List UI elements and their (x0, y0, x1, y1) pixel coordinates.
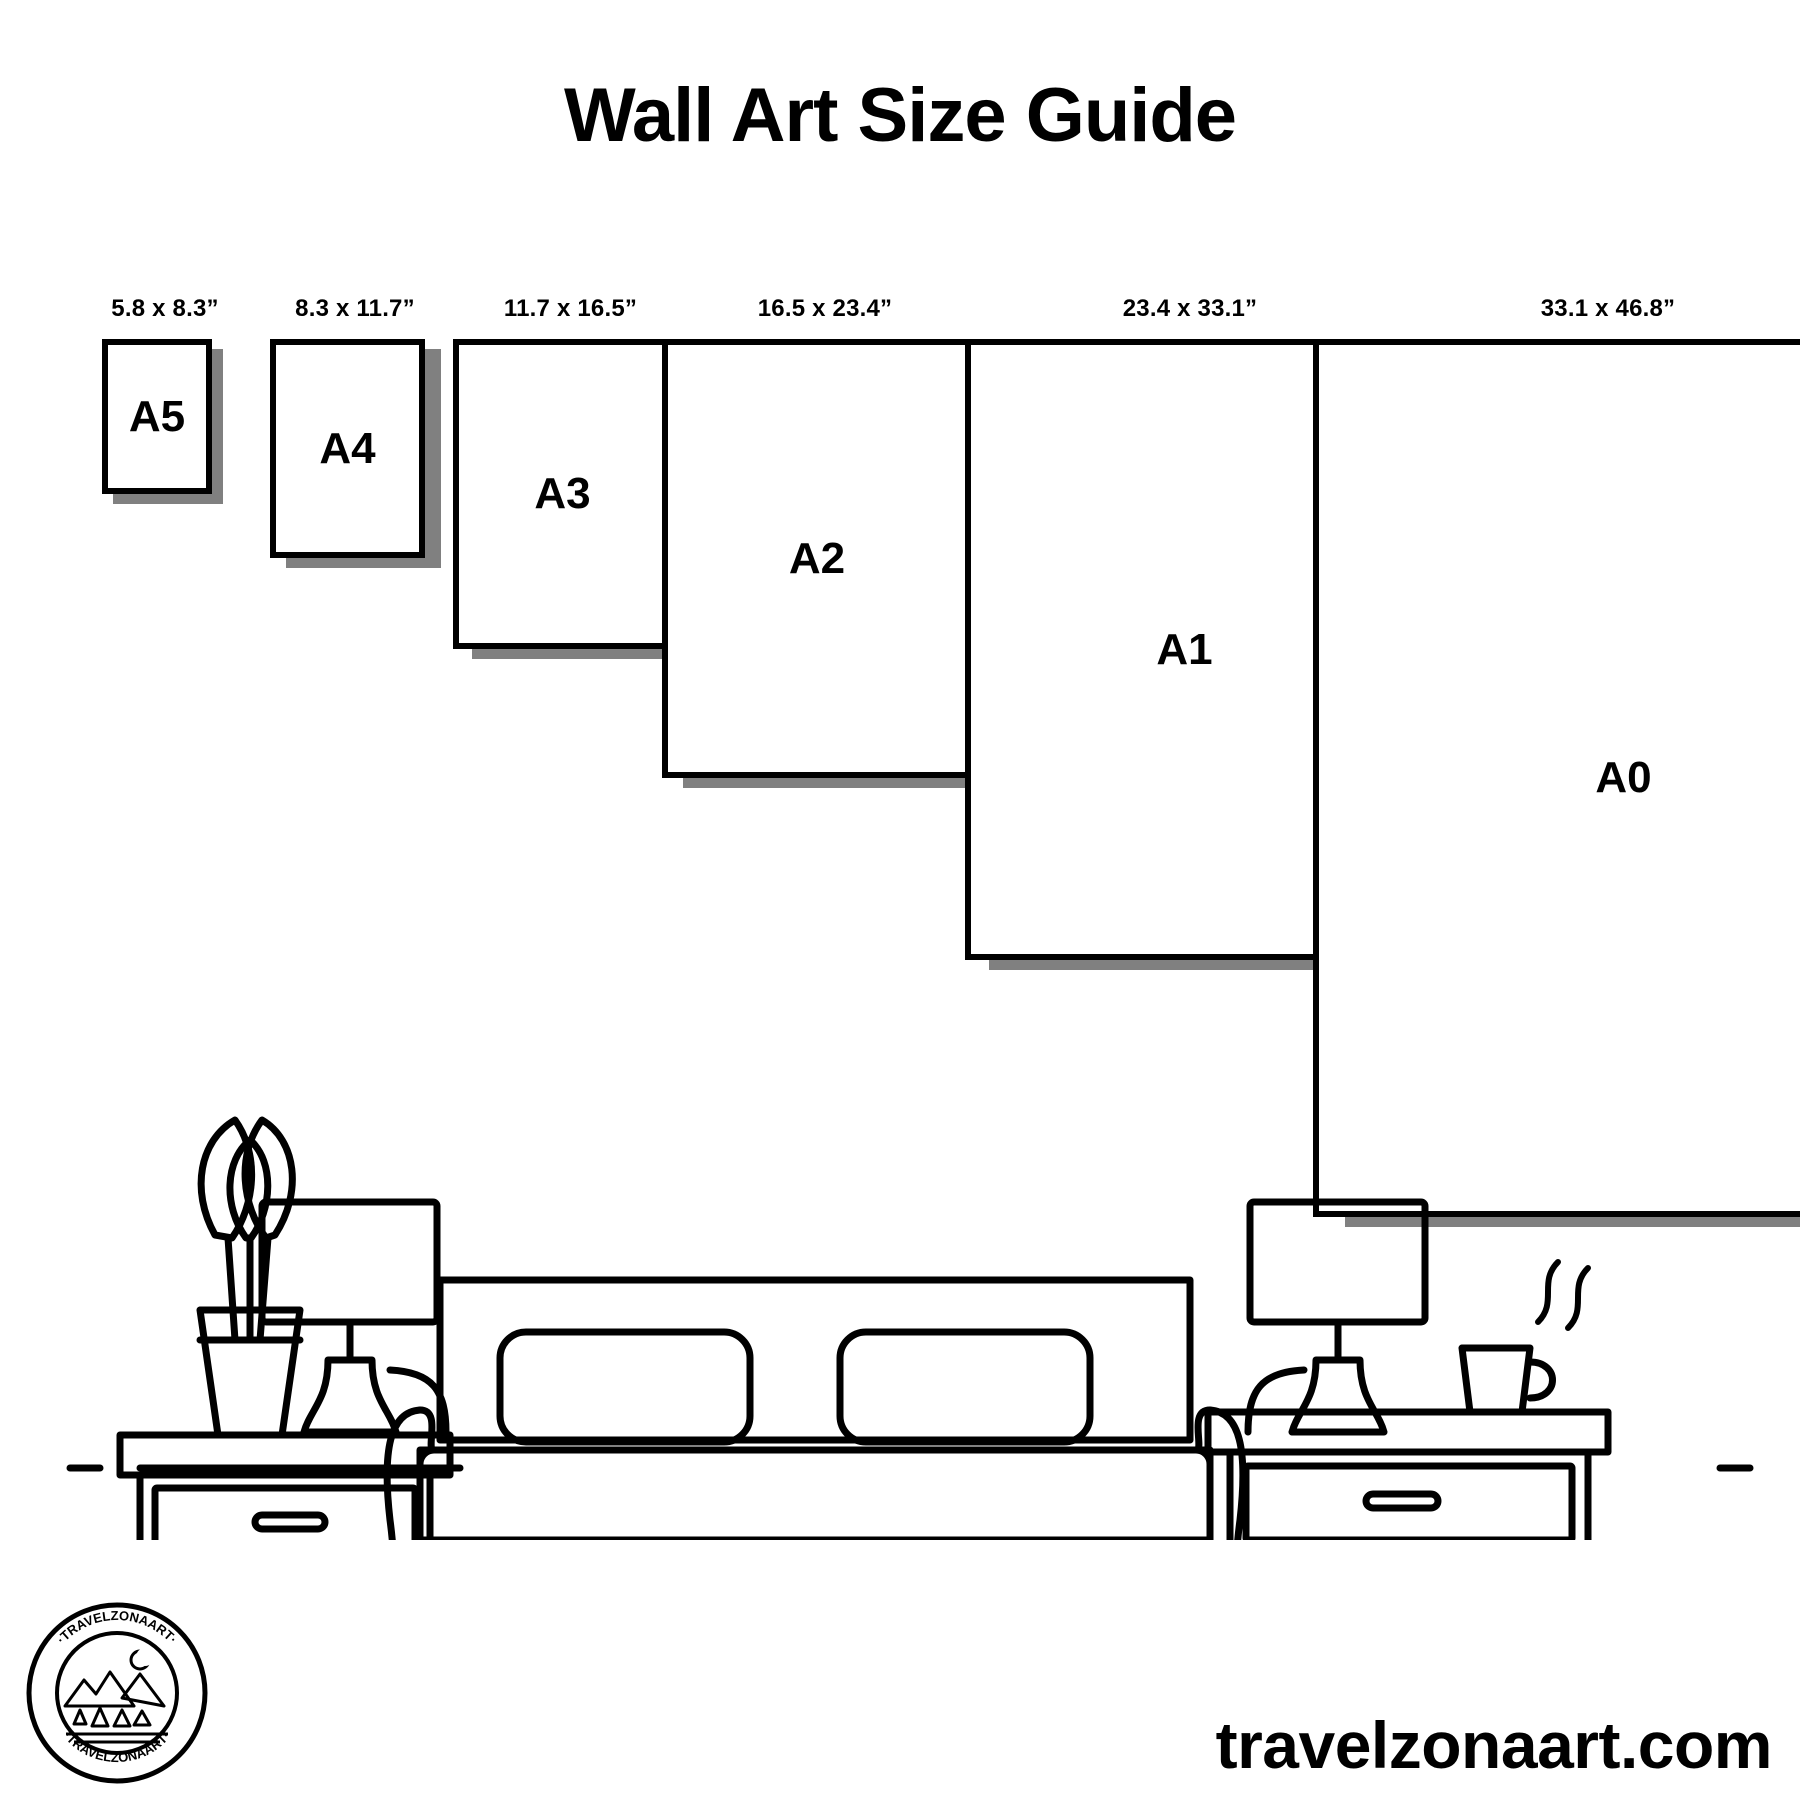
nightstand-right (1208, 1412, 1608, 1540)
website-url[interactable]: travelzonaart.com (1215, 1708, 1772, 1782)
drawer-handle-upper-right (1366, 1494, 1438, 1508)
bedroom-illustration (60, 980, 1760, 1540)
bed (380, 1280, 1250, 1540)
pillow-right (840, 1332, 1090, 1442)
nightstand-left (120, 1435, 450, 1540)
frame-label-a1: A1 (1156, 624, 1213, 674)
coffee-cup-icon (1462, 1262, 1588, 1412)
frame-caption-a1: 23.4 x 33.1” (1122, 295, 1258, 322)
frame-label-a0: A0 (1595, 753, 1652, 802)
frame-box-a3[interactable] (453, 339, 672, 649)
frame-box-a2[interactable] (662, 339, 972, 778)
pillow-left (500, 1332, 750, 1442)
drawer-handle-upper-left (255, 1515, 325, 1529)
svg-text:·TRAVELZONAART·: ·TRAVELZONAART· (60, 1728, 174, 1766)
frame-group-a5 (95, 295, 235, 505)
page-title: Wall Art Size Guide (563, 73, 1237, 158)
frame-box-a4[interactable] (270, 339, 425, 558)
frame-label-a4: A4 (319, 423, 376, 473)
frame-label-a5: A5 (128, 391, 186, 441)
plant-vase-icon (200, 1120, 300, 1435)
frame-label-a3: A3 (534, 469, 591, 518)
svg-text:·TRAVELZONAART·: ·TRAVELZONAART· (53, 1607, 181, 1647)
table-lamp-right (1248, 1202, 1425, 1432)
frame-caption-a2: 16.5 x 23.4” (757, 295, 893, 322)
frame-caption-a0: 33.1 x 46.8” (1540, 295, 1676, 322)
frame-group-a4 (255, 295, 455, 570)
frame-caption-a3: 11.7 x 16.5” (503, 295, 638, 322)
frame-box-a5[interactable] (102, 339, 212, 494)
frame-caption-a5: 5.8 x 8.3” (111, 295, 219, 322)
brand-logo (22, 1598, 212, 1788)
frame-label-a2: A2 (788, 533, 846, 583)
frame-caption-a4: 8.3 x 11.7” (295, 295, 415, 322)
